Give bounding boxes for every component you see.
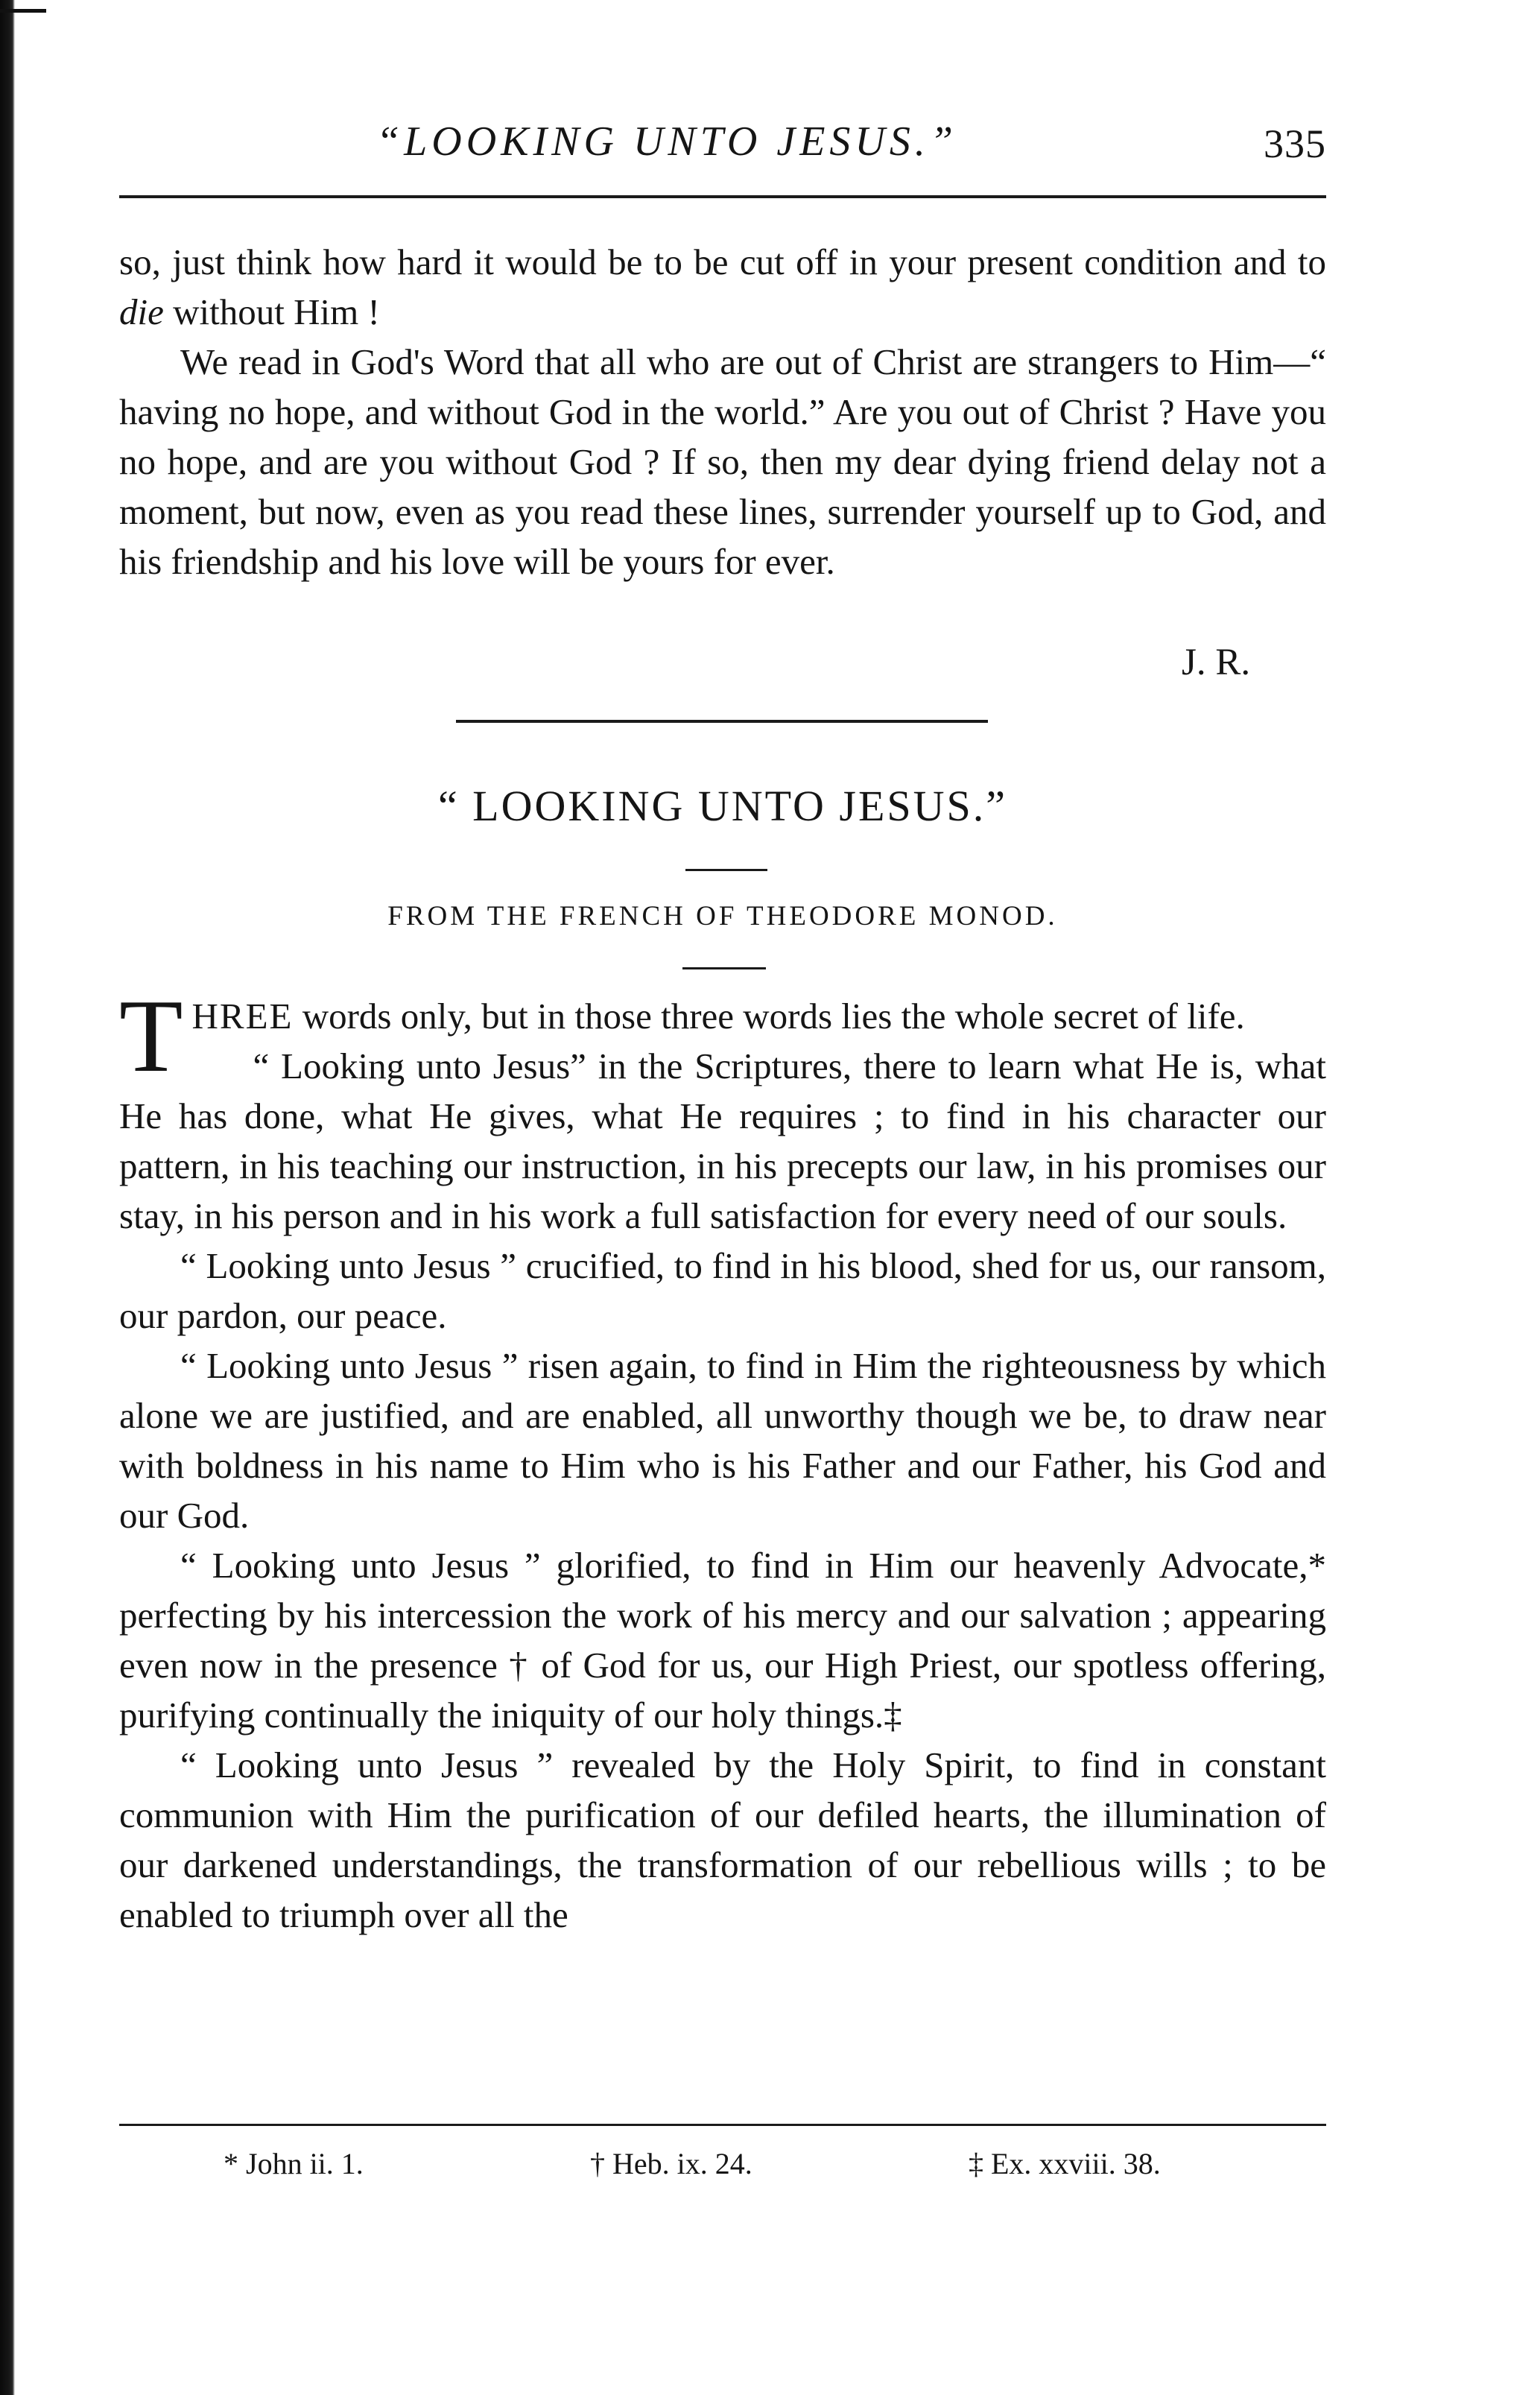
- paragraph: “ Looking unto Jesus” in the Scriptures, there to learn what He is, what He has done, what He gives, what He requires ; to find in his character our pattern, in his teaching our instruction, in his precepts our law, in his promises our stay, in his person and in his work a full satisfaction for every need of our souls.: [119, 1045, 1326, 1236]
- title-ornament-rule: [685, 869, 767, 871]
- footnotes: [119, 2146, 1326, 2191]
- article-subtitle: FROM THE FRENCH OF THEODORE MONOD.: [387, 901, 1058, 931]
- header-rule: [119, 195, 1326, 198]
- section-divider: [456, 720, 988, 723]
- binding-mark: [0, 9, 46, 13]
- previous-article-text: [119, 237, 1326, 586]
- running-title: “LOOKING UNTO JESUS.”: [376, 118, 957, 165]
- page-header: [119, 118, 1326, 177]
- subtitle-rule: [682, 967, 766, 969]
- paragraph: “ Looking unto Jesus ” glorified, to find in Him our heavenly Advocate,* perfecting by his intercession the work of his mercy and our salvation ; appearing even now in the presence † of God for us, our High Priest, our spotless offering, purifying continually the iniquity of our holy things.‡: [119, 1545, 1326, 1736]
- opening-paragraph: THREE words only, but in those three words lies the whole secret of life.: [119, 978, 1245, 1094]
- paragraph: “ Looking unto Jesus ” crucified, to find in his blood, shed for us, our ransom, our pardon, our peace.: [119, 1245, 1326, 1336]
- emphasis: die: [119, 291, 164, 332]
- paragraph: “ Looking unto Jesus ” revealed by the Holy Spirit, to find in constant communion with Him the purification of our defiled hearts, the illumination of our darkened understandings, the transformation of our rebellious wills ; to be enabled to triumph over all the: [119, 1744, 1326, 1935]
- paragraph: We read in God's Word that all who are out of Christ are strangers to Him—“ having no hope, and without God in the world.” Are you out of Christ ? Have you no hope, and are you without God ? If so, then my dear dying friend delay not a moment, but now, even as you read these lines, surrender yourself up to God, and his friendship and his love will be yours for ever.: [119, 341, 1326, 582]
- book-binding-edge: [0, 0, 15, 2395]
- footnote: ‡ Ex. xxviii. 38.: [969, 2147, 1161, 2180]
- article-body: [119, 978, 1326, 1940]
- footnote-rule: [119, 2124, 1326, 2126]
- drop-cap: T: [119, 978, 183, 1094]
- footnote: * John ii. 1.: [224, 2147, 364, 2180]
- author-signature: J. R.: [1182, 642, 1251, 683]
- opening-word: HREE: [191, 996, 294, 1037]
- page-number: 335: [1264, 121, 1326, 166]
- article-title: “ LOOKING UNTO JESUS.”: [437, 782, 1008, 830]
- footnote: † Heb. ix. 24.: [590, 2147, 752, 2180]
- paragraph: so, just think how hard it would be to be cut off in your present condition and to die without Him !: [119, 241, 1326, 332]
- paragraph: “ Looking unto Jesus ” risen again, to find in Him the righteousness by which alone we are justified, and are enabled, all unworthy though we be, to draw near with boldness in his name to Him who is his Father and our Father, his God and our God.: [119, 1345, 1326, 1536]
